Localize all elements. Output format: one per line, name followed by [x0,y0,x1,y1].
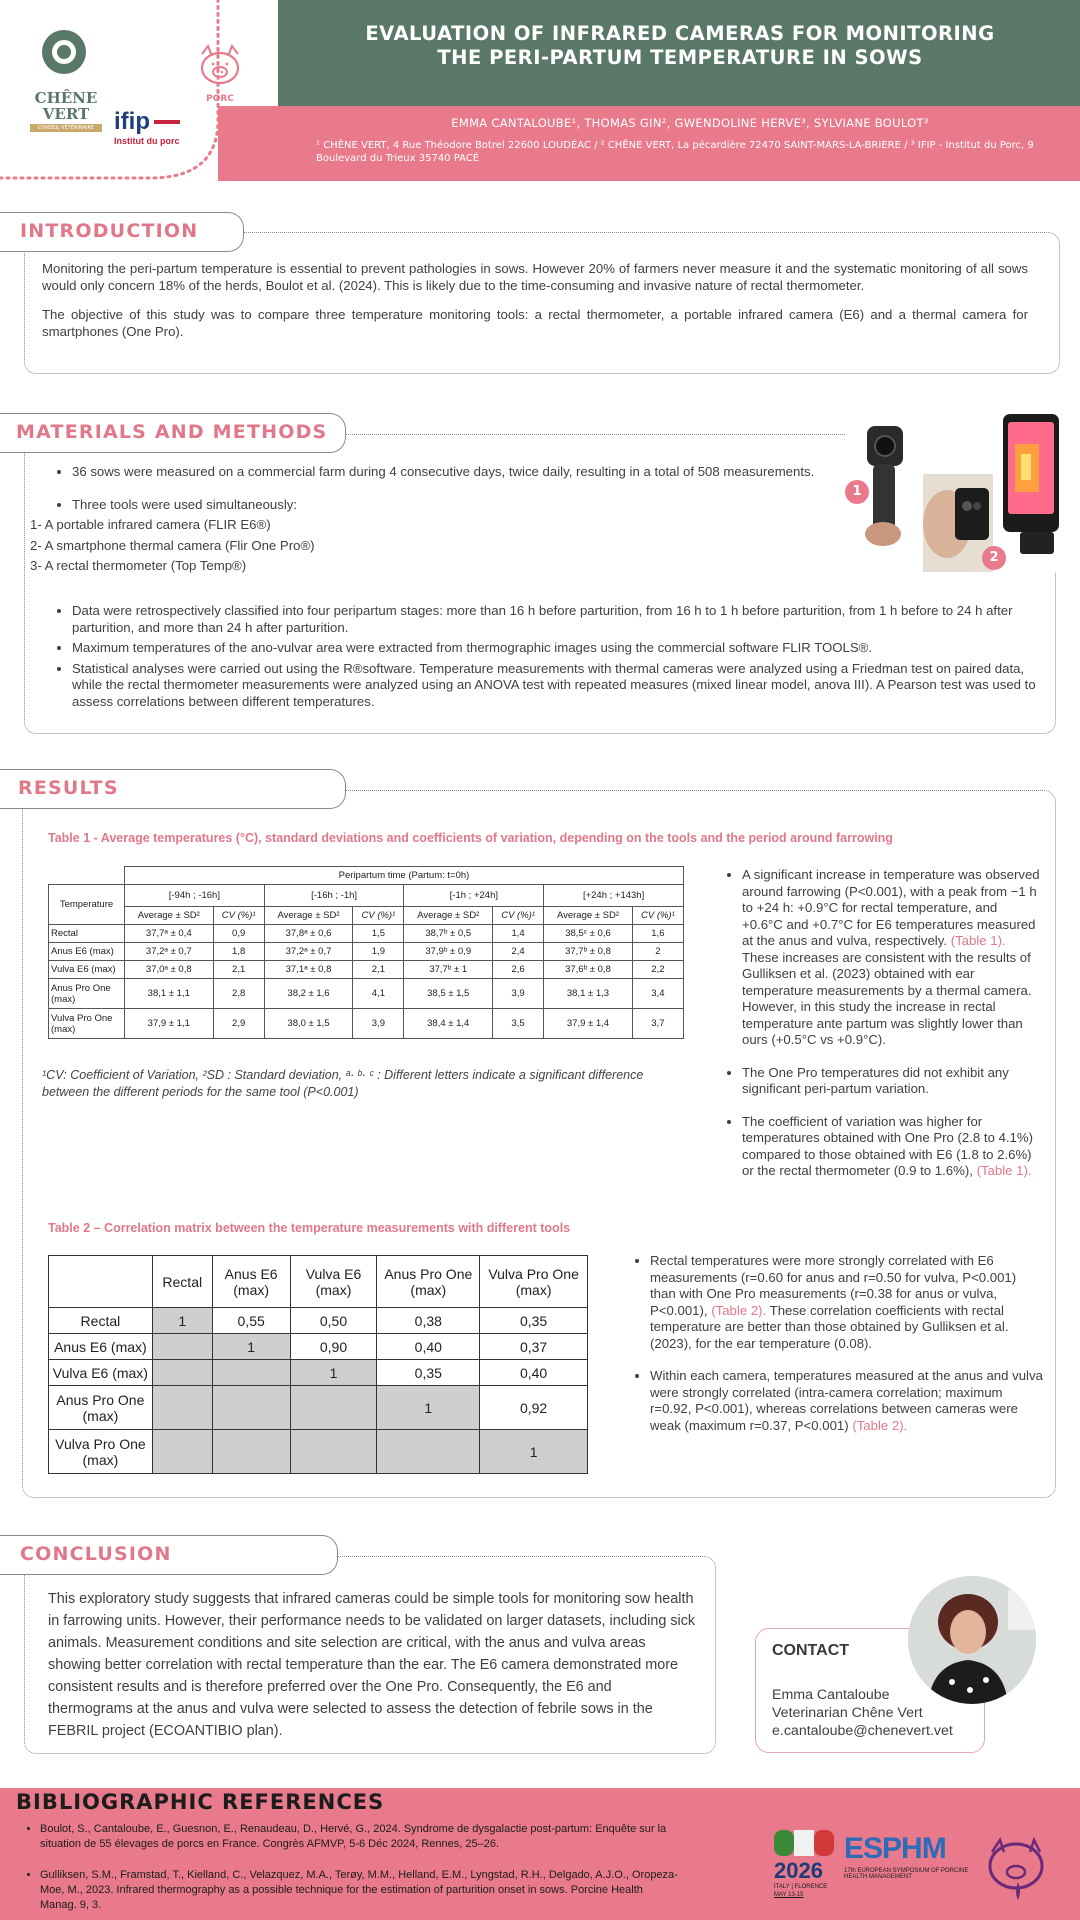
esphm-place: ITALY | FLORENCE [774,1884,828,1890]
t1-sub-avg: Average ± SD² [544,907,633,925]
t1-sub-cv: CV (%)¹ [353,907,404,925]
methods-bullet-4: • Maximum temperatures of the ano-vulvar area were extracted from thermographic images using the commercial software FLIR TOOLS®. [72,640,1046,657]
ifip-wordmark: ifip [114,108,150,135]
title-line-1: EVALUATION OF INFRARED CAMERAS FOR MONITORING [365,22,995,45]
t2-cell: 0,92 [480,1386,588,1430]
methods-body-top [30,464,840,575]
t1-cell: 38,1 ± 1,3 [544,979,633,1009]
table1-note: ¹CV: Coefficient of Variation, ²SD : Standard deviation, ᵃ· ᵇ· ᶜ : Different letters indicate a significant difference between the different periods for the same tool (P<0.001) [42,1068,644,1099]
results-text-right-2 [622,1253,1044,1434]
esphm-subtitle: 17th EUROPEAN SYMPOSIUM OF PORCINE HEALTH MANAGEMENT [844,1868,969,1880]
references-list [20,1822,680,1913]
t2-cell: 0,35 [377,1360,480,1386]
t1-label: Anus Pro One (max) [49,979,125,1009]
table-row [49,1308,588,1334]
t1-cell: 1,5 [353,925,404,943]
result-5-ref: (Table 2). [852,1417,908,1433]
t1-cell: 2,8 [213,979,264,1009]
t1-cell: 37,6ᵇ ± 0,8 [544,961,633,979]
result-3-text: The coefficient of variation was higher for temperatures obtained with One Pro (2.8 to 4.1%) compared to those obtained with E6 (1.8 to 2.6%) or the rectal thermometer (0.9 to 1.6%), [742,1113,1034,1178]
introduction-body [42,261,1028,340]
pig-fleur-de-lis-icon [978,1822,1058,1902]
t1-cell: 1,4 [493,925,544,943]
table-1 [48,866,684,1039]
results-text-right-1 [714,867,1040,1180]
ifip-logo [114,110,204,154]
t1-cell: 38,5 ± 1,5 [404,979,493,1009]
cameras-photo [845,414,1065,572]
contact-name: Emma Cantaloube [772,1687,890,1703]
contact-title: CONTACT [772,1642,850,1659]
t1-period: [-16h ; -1h] [264,885,404,907]
t2-cell [152,1360,212,1386]
reference-1: • Boulot, S., Cantaloube, E., Guesnon, E., Renaudeau, D., Hervé, G., 2024. Syndrome de dysgalactie post-partum: Enquête sur la situation de 55 élevages de porcs en France. Congrès AFMVP, 5-6 Déc 2024, Rennes, 25–26. [40,1822,680,1852]
table-2 [48,1255,588,1474]
result-4-ref: (Table 2). [711,1302,767,1318]
ifip-bar [154,120,180,124]
t1-cell: 2,1 [353,961,404,979]
t1-cell: 3,4 [632,979,683,1009]
table-row [49,979,684,1009]
result-1-text-2: These increases are consistent with the results of Gulliksen et al. (2023) obtained with ear temperature measurements by a thermal camera. However, in this study the increase in rectal temperature ante partum was slightly lower than ours (+0.5°C vs +0.9°C). [742,949,1032,1047]
result-bullet-2 [742,1065,1040,1098]
conclusion-body: This exploratory study suggests that infrared cameras could be simple tools for monitoring sow health in farrowing units. However, their performance needs to be validated on larger datasets, including sick animals. Measurement conditions and site selection are critical, with the anus and vulva areas showing better correlation with rectal temperature than the ear. The E6 camera demonstrated more consistent results and is therefore preferred over the One Pro. Consequently, the E6 and thermograms at the anus and vulva were selected to assess the detection of febrile sows in the FEBRIL project (ECOANTIBIO plan). [48,1591,696,1739]
table-row [49,1009,684,1039]
t2-col-header: Vulva E6 (max) [290,1256,377,1308]
t1-cell: 38,2 ± 1,6 [264,979,353,1009]
esphm-wordmark: ESPHM [844,1832,946,1865]
t1-row-header: Temperature [49,885,125,925]
t1-cell: 2,6 [493,961,544,979]
t2-cell: 0,40 [377,1334,480,1360]
t2-corner [49,1256,153,1308]
t2-cell: 0,90 [290,1334,377,1360]
t1-cell: 1,9 [353,943,404,961]
chene-vert-name: CHÊNE VERT [34,89,98,123]
result-1-text: A significant increase in temperature was observed around farrowing (P<0.001), with a peak from −1 h to +24 h: +0.9°C for rectal temperature, and +0.6°C and +0.7°C for E6 temperatures measured at the anus and vulva, respectively. [742,867,1040,948]
italy-flag-icon [774,1826,836,1858]
t2-cell [290,1386,377,1430]
reference-2: • Gulliksen, S.M., Framstad, T., Kielland, C., Velazquez, M.A., Terøy, M.M., Helland, E.M., Lyngstad, R.H., Delgado, A.J.O., Oropeza-Moe, M., 2023. Infrared thermography as a possible technique for the estimation of parturition onset in sows. Porcine Health Manag. 9, 3. [40,1868,680,1913]
t2-cell [152,1386,212,1430]
t1-cell: 2,2 [632,961,683,979]
t1-cell: 38,0 ± 1,5 [264,1009,353,1039]
t1-cell: 38,1 ± 1,1 [125,979,214,1009]
t1-cell: 37,2ᵃ ± 0,7 [125,943,214,961]
t2-cell: 1 [480,1430,588,1474]
t2-col-header: Rectal [152,1256,212,1308]
t1-cell: 1,6 [632,925,683,943]
t1-cell: 37,1ᵃ ± 0,8 [264,961,353,979]
result-4-text-2: These correlation coefficients with rectal temperature are better than those obtained by Gulliksen et al. (2023), for the ear temperature (0.08). [650,1302,1009,1351]
t2-cell: 1 [377,1386,480,1430]
t2-row-label: Anus Pro One (max) [49,1386,153,1430]
table1-caption: Table 1 - Average temperatures (°C), standard deviations and coefficients of variation, depending on the tools and the period around farrowing [48,831,893,845]
t1-cell: 38,5ᶜ ± 0,6 [544,925,633,943]
t1-corner [49,867,125,885]
methods-bullet-2: • Three tools were used simultaneously: [72,497,840,514]
t2-cell: 1 [212,1334,290,1360]
t2-cell: 0,40 [480,1360,588,1386]
table-row [49,1386,588,1430]
t2-cell [290,1430,377,1474]
methods-bullet-3: • Data were retrospectively classified into four peripartum stages: more than 16 h before parturition, from 16 h to 1 h before parturition, from 1 h before to 24 h after parturition, and more than 24 h after parturition. [72,603,1046,636]
t1-label: Anus E6 (max) [49,943,125,961]
methods-bullet-1: • 36 sows were measured on a commercial farm during 4 consecutive days, twice daily, resulting in a total of 508 measurements. [72,464,840,481]
tool-3: 3- A rectal thermometer (Top Temp®) [30,558,247,573]
t1-cell: 3,9 [353,1009,404,1039]
methods-bullet-5: • Statistical analyses were carried out using the R®software. Temperature measurements with thermal cameras were analyzed using a Friedman test on paired data, while the rectal thermometer measurements were analyzed using an ANOVA test with repeated measures (mixed linear model, anova III). A Pearson test was used to assess correlations between different temperatures. [72,661,1046,711]
t1-cell: 3,7 [632,1009,683,1039]
t2-row-label: Rectal [49,1308,153,1334]
t1-cell: 1,8 [213,943,264,961]
contact-avatar [908,1576,1036,1704]
table-row [49,961,684,979]
t1-cell: 3,5 [493,1009,544,1039]
portrait-icon [908,1576,1036,1704]
results-title: RESULTS [18,777,119,799]
esphm-dates: MAY 13-15 [774,1892,804,1898]
table-row [49,943,684,961]
title-line-2: THE PERI-PARTUM TEMPERATURE IN SOWS [437,46,923,69]
t2-cell [377,1430,480,1474]
result-4-text: Rectal temperatures were more strongly correlated with E6 measurements (r=0.60 for anus and r=0.50 for vulva, P<0.001) than with One Pro measurements (r=0.38 for anus or vulva, P<0.001), [650,1253,1017,1318]
t1-cell: 38,7ᵇ ± 0,5 [404,925,493,943]
t1-sub-cv: CV (%)¹ [493,907,544,925]
pig-icon [190,44,250,88]
table-row [49,925,684,943]
t1-period: [-1h ; +24h] [404,885,544,907]
t2-row-label: Vulva E6 (max) [49,1360,153,1386]
t1-cell: 37,9 ± 1,4 [544,1009,633,1039]
t1-label: Vulva E6 (max) [49,961,125,979]
authors: EMMA CANTALOUBE¹, THOMAS GIN², GWENDOLINE HERVE³, SYLVIANE BOULOT³ [451,116,929,130]
tool-2: 2- A smartphone thermal camera (Flir One Pro®) [30,537,315,553]
result-5-text: Within each camera, temperatures measured at the anus and vulva were strongly correlated (intra-camera correlation; maximum r=0.92, P<0.001), whereas correlations between cameras were weak (maximum r=0.37, P<0.001) [650,1368,1043,1433]
t1-cell: 37,7ᵇ ± 1 [404,961,493,979]
t1-cell: 37,8ᵃ ± 0,6 [264,925,353,943]
t1-period: [-94h ; -16h] [125,885,265,907]
introduction-paragraph-1: Monitoring the peri-partum temperature is essential to prevent pathologies in sows. However 20% of farmers never measure it and the systematic monitoring of all sows would only concern 18% of the herds, Boulot et al. (2024). This is likely due to the time-consuming and invasive nature of rectal thermometer. [42,261,1028,293]
t1-cell: 37,9ᵇ ± 0,9 [404,943,493,961]
tool-1: 1- A portable infrared camera (FLIR E6®) [30,517,271,532]
t1-cell: 2 [632,943,683,961]
ifip-subtitle: Institut du porc [114,136,180,146]
t2-cell: 1 [152,1308,212,1334]
esphm-year: 2026 [774,1858,823,1883]
t2-cell: 0,38 [377,1308,480,1334]
t1-cell: 4,1 [353,979,404,1009]
methods-title: MATERIALS AND METHODS [16,421,328,443]
t2-cell [152,1334,212,1360]
references-title: BIBLIOGRAPHIC REFERENCES [16,1790,385,1814]
t2-cell: 0,37 [480,1334,588,1360]
table2-caption: Table 2 – Correlation matrix between the temperature measurements with different tools [48,1221,571,1235]
porc-logo [188,44,252,106]
t1-cell: 37,7ᵇ ± 0,8 [544,943,633,961]
t1-cell: 2,1 [213,961,264,979]
t1-label: Rectal [49,925,125,943]
t1-sub-avg: Average ± SD² [404,907,493,925]
photo-badge-2: 2 [982,546,1006,570]
t1-label: Vulva Pro One (max) [49,1009,125,1039]
t2-cell: 0,35 [480,1308,588,1334]
contact-email[interactable]: e.cantaloube@chenevert.vet [772,1723,953,1739]
t2-cell [212,1360,290,1386]
t1-sub-avg: Average ± SD² [125,907,214,925]
contact-role: Veterinarian Chêne Vert [772,1705,923,1721]
thermal-cameras-illustration [845,414,1065,572]
table-row [49,1334,588,1360]
t1-period: [+24h ; +143h] [544,885,684,907]
result-bullet-5 [650,1368,1044,1434]
esphm-logo [770,1822,986,1912]
conclusion-title: CONCLUSION [20,1543,172,1565]
t2-col-header: Anus Pro One (max) [377,1256,480,1308]
table-row [49,1360,588,1386]
introduction-title: INTRODUCTION [20,220,199,242]
result-bullet-3 [742,1114,1040,1180]
result-2-text: The One Pro temperatures did not exhibit any significant peri-partum variation. [742,1064,1009,1096]
t1-cell: 2,4 [493,943,544,961]
poster-title [330,22,1030,70]
table-row [49,1430,588,1474]
t1-sub-cv: CV (%)¹ [632,907,683,925]
t1-cell: 0,9 [213,925,264,943]
porc-label: PORC [206,94,234,104]
t1-cell: 3,9 [493,979,544,1009]
chene-vert-logo [26,24,106,134]
introduction-paragraph-2: The objective of this study was to compare three temperature monitoring tools: a rectal thermometer, a portable infrared camera (E6) and a thermal camera for smartphones (One Pro). [42,307,1028,339]
result-1-ref: (Table 1). [950,933,1006,948]
t2-cell [212,1386,290,1430]
t2-row-label: Vulva Pro One (max) [49,1430,153,1474]
t2-col-header: Vulva Pro One (max) [480,1256,588,1308]
t2-row-label: Anus E6 (max) [49,1334,153,1360]
result-bullet-1 [742,867,1040,1049]
affiliations: ¹ CHÊNE VERT, 4 Rue Théodore Botrel 22600 LOUDÉAC / ² CHÊNE VERT, La pécardière 72470 SAINT-MARS-LA-BRIERE / ³ IFIP - Institut du Porc, 9 Boulevard du Trieux 35740 PACÉ [316,140,1034,164]
methods-body-bottom [30,603,1046,710]
chene-vert-tagline: CONSEIL VÉTÉRINAIRE [30,124,102,132]
t1-cell: 37,0ᵃ ± 0,8 [125,961,214,979]
t1-cell: 37,7ᵃ ± 0,4 [125,925,214,943]
photo-badge-1: 1 [845,480,869,504]
t2-cell: 0,50 [290,1308,377,1334]
t1-group-header: Peripartum time (Partum: t=0h) [125,867,684,885]
t1-cell: 2,9 [213,1009,264,1039]
t2-cell [152,1430,212,1474]
result-3-ref: (Table 1). [976,1163,1032,1178]
t1-cell: 37,9 ± 1,1 [125,1009,214,1039]
chene-vert-emblem-icon [26,24,106,86]
pig-lily-logo [978,1822,1058,1902]
t2-cell [212,1430,290,1474]
t2-cell: 1 [290,1360,377,1386]
t1-sub-cv: CV (%)¹ [213,907,264,925]
t1-cell: 37,2ᵃ ± 0,7 [264,943,353,961]
result-bullet-4 [650,1253,1044,1352]
t2-cell: 0,55 [212,1308,290,1334]
t2-col-header: Anus E6 (max) [212,1256,290,1308]
t1-cell: 38,4 ± 1,4 [404,1009,493,1039]
t1-sub-avg: Average ± SD² [264,907,353,925]
